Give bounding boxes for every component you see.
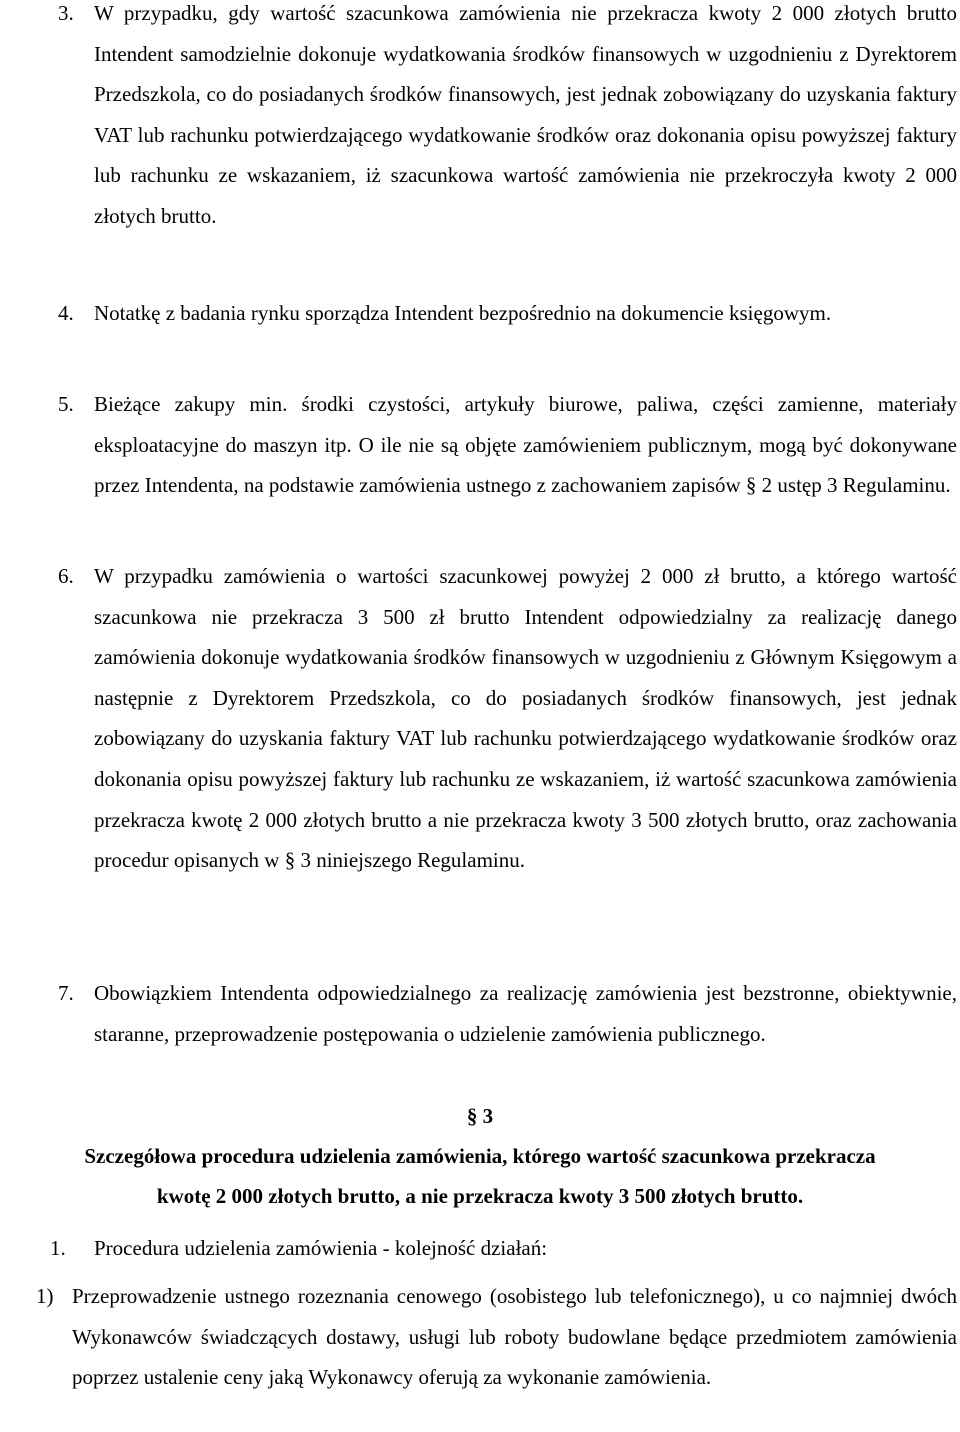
item-number: 6. [58,564,74,588]
item-text: W przypadku zamówienia o wartości szacunkowej powyżej 2 000 zł brutto, a którego wartość szacunkowa nie przekracza 3 500 zł brutto Intendent odpowiedzialny za realizację danego zamówienia dokonuje wydatkowania środków finansowych w uzgodnieniu z Głównym Księgowym a następnie z Dyrektorem Przedszkola, co do posiadanych środków finansowych, jest jednak zobowiązany do uzyskania faktury VAT lub rachunku potwierdzającego wydatkowanie środków oraz dokonania opisu powyższej faktury lub rachunku ze wskazaniem, iż wartość szacunkowa zamówienia przekracza kwotę 2 000 złotych brutto a nie przekracza kwoty 3 500 złotych brutto, oraz zachowania procedur opisanych w § 3 niniejszego Regulaminu. [94,564,957,873]
item-number: 4. [58,301,74,325]
item-number: 5. [58,392,74,416]
item-number: 7. [58,981,74,1005]
section-symbol: § 3 [466,1104,494,1128]
sub-item-text: Przeprowadzenie ustnego rozeznania cenowego (osobistego lub telefonicznego), u co najmniej dwóch Wykonawców świadczących dostawy, usługi lub roboty budowlane będące przedmiotem zamówienia poprzez ustalenie ceny jaką Wykonawcy oferują za wykonanie zamówienia. [72,1284,957,1390]
item-number: 1. [50,1236,66,1260]
item-text: Obowiązkiem Intendenta odpowiedzialnego za realizację zamówienia jest bezstronne, obiektywnie, staranne, przeprowadzenie postępowania o udzielenie zamówienia publicznego. [94,981,957,1046]
section-title-line-1: Szczegółowa procedura udzielenia zamówienia, którego wartość szacunkowa przekracza [84,1144,876,1168]
item-number: 3. [58,1,74,25]
section-title-line-2: kwotę 2 000 złotych brutto, a nie przekracza kwoty 3 500 złotych brutto. [156,1184,804,1208]
item-text: Notatkę z badania rynku sporządza Intendent bezpośrednio na dokumencie księgowym. [94,301,832,325]
sub-item-number: 1) [36,1284,54,1308]
item-text: Bieżące zakupy min. środki czystości, artykuły biurowe, paliwa, części zamienne, materiały eksploatacyjne do maszyn itp. O ile nie są objęte zamówieniem publicznym, mogą być dokonywane przez Intendenta, na podstawie zamówienia ustnego z zachowaniem zapisów § 2 ustęp 3 Regulaminu. [94,392,957,498]
item-text: W przypadku, gdy wartość szacunkowa zamówienia nie przekracza kwoty 2 000 złotych brutto Intendent samodzielnie dokonuje wydatkowania środków finansowych w uzgodnieniu z Dyrektorem Przedszkola, co do posiadanych środków finansowych, jest jednak zobowiązany do uzyskania faktury VAT lub rachunku potwierdzającego wydatkowanie środków oraz dokonania opisu powyższej faktury lub rachunku ze wskazaniem, iż szacunkowa wartość zamówienia nie przekroczyła kwoty 2 000 złotych brutto. [94,1,957,228]
item-text: Procedura udzielenia zamówienia - kolejność działań: [94,1236,548,1260]
